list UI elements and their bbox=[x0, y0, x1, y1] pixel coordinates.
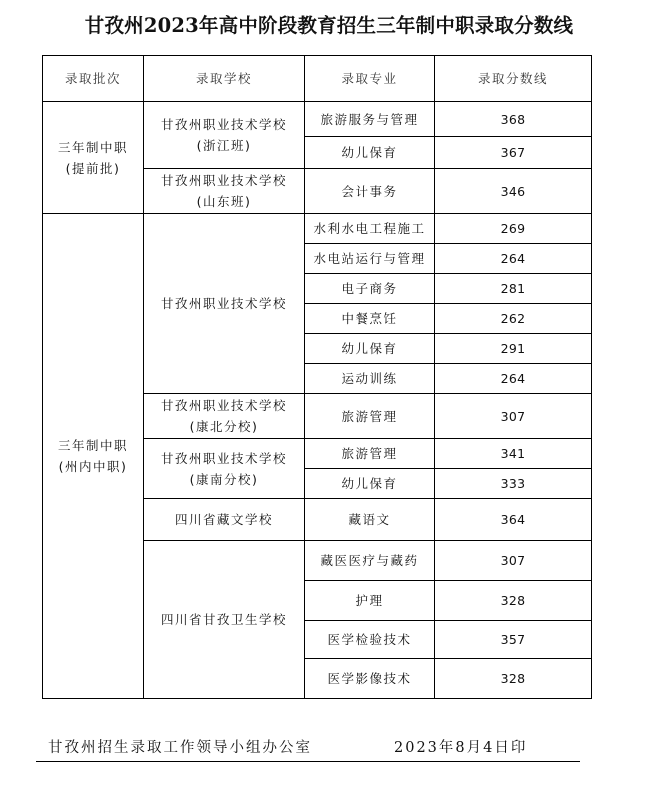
score-cell: 307 bbox=[435, 394, 592, 439]
major-cell: 藏语文 bbox=[305, 499, 435, 541]
batch-cell bbox=[43, 102, 144, 214]
score-cell: 333 bbox=[435, 469, 592, 499]
major-cell: 运动训练 bbox=[305, 364, 435, 394]
school-cell bbox=[144, 499, 305, 541]
score-cell: 281 bbox=[435, 274, 592, 304]
score-cell: 291 bbox=[435, 334, 592, 364]
table-header-row bbox=[43, 56, 592, 102]
batch-subname: (提前批) bbox=[65, 160, 121, 176]
school-name: 甘孜州职业技术学校 bbox=[160, 173, 287, 188]
score-cell: 262 bbox=[435, 304, 592, 334]
major-cell: 幼儿保育 bbox=[305, 469, 435, 499]
score-cell: 269 bbox=[435, 214, 592, 244]
major-cell: 水利水电工程施工 bbox=[305, 214, 435, 244]
score-cell: 328 bbox=[435, 581, 592, 621]
admission-score-table bbox=[42, 55, 592, 699]
school-name: 四川省藏文学校 bbox=[174, 512, 273, 527]
table-row bbox=[43, 214, 592, 244]
major-cell: 旅游管理 bbox=[305, 439, 435, 469]
major-cell: 医学影像技术 bbox=[305, 659, 435, 699]
major-cell: 会计事务 bbox=[305, 169, 435, 214]
score-cell: 364 bbox=[435, 499, 592, 541]
major-cell: 护理 bbox=[305, 581, 435, 621]
batch-name: 三年制中职 bbox=[57, 438, 128, 453]
school-name: 甘孜州职业技术学校 bbox=[160, 117, 287, 132]
page-title: 甘孜州2023年高中阶段教育招生三年制中职录取分数线 bbox=[84, 14, 574, 37]
school-cell bbox=[144, 214, 305, 394]
score-cell: 346 bbox=[435, 169, 592, 214]
major-cell: 幼儿保育 bbox=[305, 334, 435, 364]
score-cell: 341 bbox=[435, 439, 592, 469]
school-name: 甘孜州职业技术学校 bbox=[160, 398, 287, 413]
header-major: 录取专业 bbox=[305, 56, 435, 102]
major-cell: 水电站运行与管理 bbox=[305, 244, 435, 274]
issuing-office: 甘孜州招生录取工作领导小组办公室 bbox=[48, 740, 312, 756]
school-branch: (山东班) bbox=[196, 194, 252, 209]
major-cell: 藏医医疗与藏药 bbox=[305, 541, 435, 581]
issue-date: 2023年8月4日印 bbox=[394, 740, 528, 756]
footer-rule bbox=[36, 761, 580, 762]
score-cell: 264 bbox=[435, 244, 592, 274]
score-cell: 368 bbox=[435, 102, 592, 137]
school-cell bbox=[144, 102, 305, 169]
school-name: 四川省甘孜卫生学校 bbox=[160, 612, 287, 627]
header-batch: 录取批次 bbox=[43, 56, 144, 102]
school-branch: (康北分校) bbox=[189, 419, 259, 434]
school-name: 甘孜州职业技术学校 bbox=[160, 450, 287, 466]
score-cell: 307 bbox=[435, 541, 592, 581]
major-cell: 医学检验技术 bbox=[305, 621, 435, 659]
score-cell: 367 bbox=[435, 137, 592, 169]
school-cell bbox=[144, 394, 305, 439]
school-cell bbox=[144, 169, 305, 214]
school-cell bbox=[144, 439, 305, 499]
school-branch: (浙江班) bbox=[196, 138, 252, 153]
major-cell: 中餐烹饪 bbox=[305, 304, 435, 334]
major-cell: 旅游服务与管理 bbox=[305, 102, 435, 137]
major-cell: 旅游管理 bbox=[305, 394, 435, 439]
header-score: 录取分数线 bbox=[435, 56, 592, 102]
score-cell: 357 bbox=[435, 621, 592, 659]
batch-name: 三年制中职 bbox=[57, 139, 128, 155]
major-cell: 幼儿保育 bbox=[305, 137, 435, 169]
batch-subname: (州内中职) bbox=[58, 459, 128, 474]
school-cell bbox=[144, 541, 305, 699]
batch-cell bbox=[43, 214, 144, 699]
score-cell: 328 bbox=[435, 659, 592, 699]
header-school: 录取学校 bbox=[144, 56, 305, 102]
major-cell: 电子商务 bbox=[305, 274, 435, 304]
score-cell: 264 bbox=[435, 364, 592, 394]
school-branch: (康南分校) bbox=[189, 471, 259, 487]
school-name: 甘孜州职业技术学校 bbox=[160, 296, 287, 311]
table-row bbox=[43, 102, 592, 137]
